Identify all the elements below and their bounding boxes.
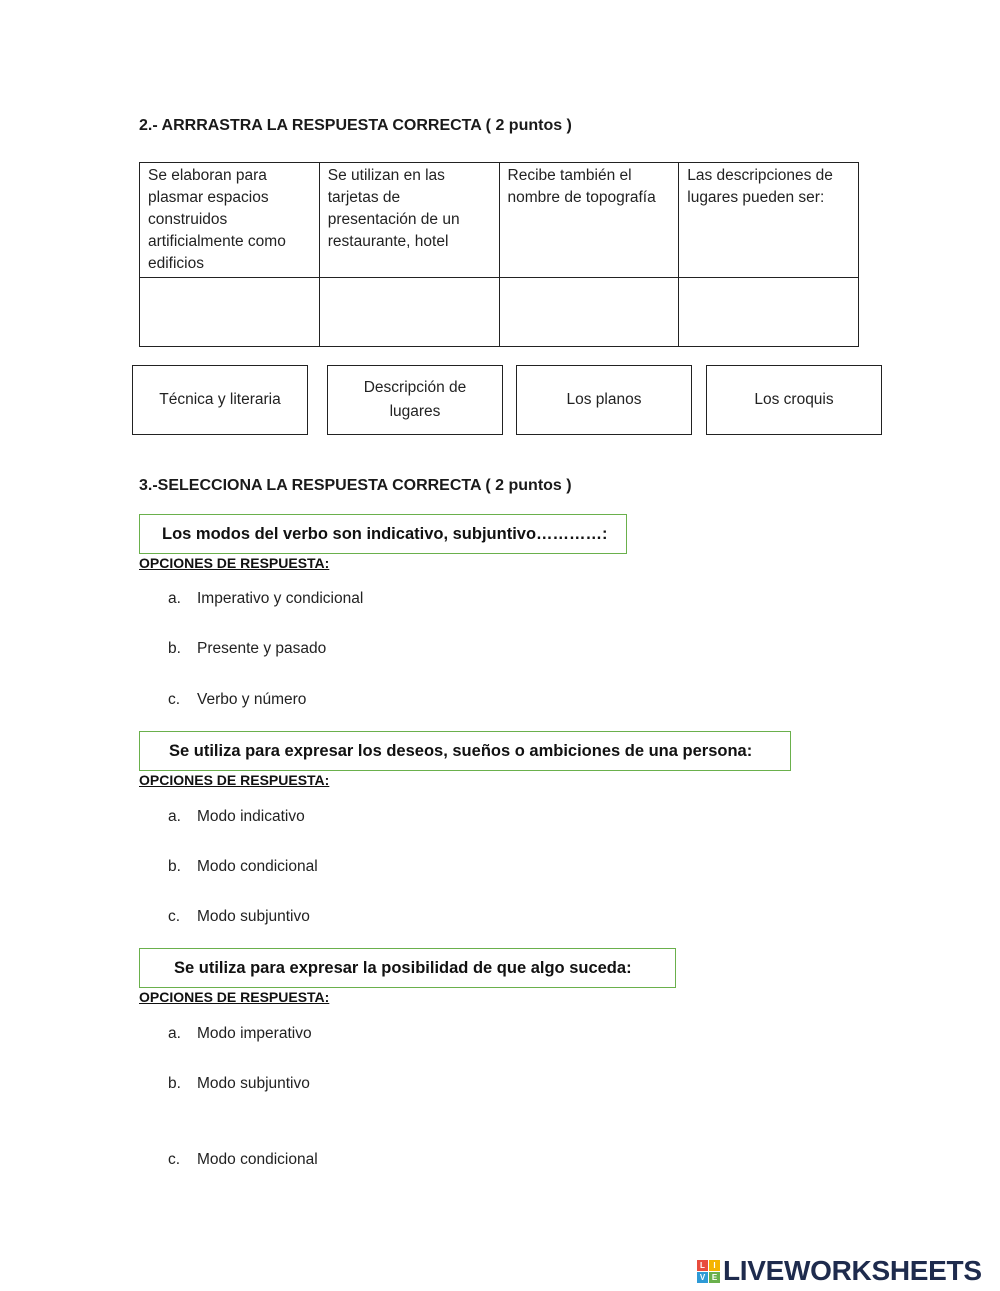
drag-drop-table [139, 162, 859, 347]
logo-tile: I [709, 1260, 720, 1271]
q3-option-c[interactable] [168, 1151, 318, 1169]
section-2-title: 2.- ARRRASTRA LA RESPUESTA CORRECTA ( 2 puntos ) [139, 117, 572, 134]
options-heading: OPCIONES DE RESPUESTA: [139, 772, 330, 788]
drag-answer-label: Técnica y literaria [159, 391, 281, 408]
q1-option-c[interactable] [168, 691, 306, 709]
option-letter: a. [168, 1025, 181, 1042]
question-3-box [139, 948, 676, 988]
option-letter: c. [168, 1151, 181, 1168]
options-heading: OPCIONES DE RESPUESTA: [139, 989, 330, 1005]
logo-tile: L [697, 1260, 708, 1271]
logo-tile: E [709, 1272, 720, 1283]
prompt-cell [319, 163, 499, 278]
option-letter: b. [168, 640, 181, 657]
q3-option-a[interactable] [168, 1025, 312, 1043]
option-letter: c. [168, 691, 181, 708]
question-1-box [139, 514, 627, 554]
option-letter: a. [168, 808, 181, 825]
option-letter: b. [168, 1075, 181, 1092]
section-3-title: 3.-SELECCIONA LA RESPUESTA CORRECTA ( 2 puntos ) [139, 477, 572, 494]
prompt-text: Recibe también el nombre de topografía [507, 167, 656, 206]
option-text: Modo condicional [197, 858, 318, 875]
prompt-text: Se elaboran para plasmar espacios construidos artificialmente como edificios [148, 167, 286, 272]
prompt-text: Se utilizan en las tarjetas de presentación de un restaurante, hotel [327, 167, 460, 250]
liveworksheets-logo [697, 1256, 982, 1286]
prompt-cell [499, 163, 679, 278]
option-text: Modo condicional [197, 1151, 318, 1168]
option-letter: a. [168, 590, 181, 607]
options-heading: OPCIONES DE RESPUESTA: [139, 555, 330, 571]
drop-zone-1[interactable] [140, 278, 320, 347]
drop-zone-3[interactable] [499, 278, 679, 347]
option-text: Modo subjuntivo [197, 1075, 310, 1092]
drop-zone-4[interactable] [679, 278, 859, 347]
logo-text: LIVEWORKSHEETS [723, 1255, 982, 1286]
q1-option-b[interactable] [168, 640, 326, 658]
drag-answer-label: Descripción de lugares [363, 379, 467, 420]
option-text: Presente y pasado [197, 640, 327, 657]
option-letter: b. [168, 858, 181, 875]
q2-option-a[interactable] [168, 808, 305, 826]
option-text: Verbo y número [197, 691, 307, 708]
q2-option-c[interactable] [168, 908, 310, 926]
question-2-text: Se utiliza para expresar los deseos, sueños o ambiciones de una persona: [169, 741, 753, 760]
option-text: Modo imperativo [197, 1025, 312, 1042]
logo-tile: V [697, 1272, 708, 1283]
prompt-cell [140, 163, 320, 278]
prompt-cell [679, 163, 859, 278]
option-text: Imperativo y condicional [197, 590, 364, 607]
option-text: Modo subjuntivo [197, 908, 310, 925]
question-2-box [139, 731, 791, 771]
q2-option-b[interactable] [168, 858, 318, 876]
drop-zone-2[interactable] [319, 278, 499, 347]
q3-option-b[interactable] [168, 1075, 310, 1093]
option-text: Modo indicativo [197, 808, 305, 825]
option-letter: c. [168, 908, 181, 925]
drag-answer-label: Los croquis [754, 391, 834, 408]
drag-answer-tecnica-literaria[interactable] [132, 365, 308, 435]
prompt-text: Las descripciones de lugares pueden ser: [687, 167, 833, 206]
question-1-text: Los modos del verbo son indicativo, subjuntivo…………: [162, 524, 608, 543]
drag-answer-los-croquis[interactable] [706, 365, 882, 435]
question-3-text: Se utiliza para expresar la posibilidad de que algo suceda: [174, 958, 632, 977]
logo-icon [697, 1260, 720, 1283]
drag-answer-label: Los planos [566, 391, 642, 408]
drag-answer-descripcion-lugares[interactable] [327, 365, 503, 435]
drag-answer-los-planos[interactable] [516, 365, 692, 435]
q1-option-a[interactable] [168, 590, 363, 608]
